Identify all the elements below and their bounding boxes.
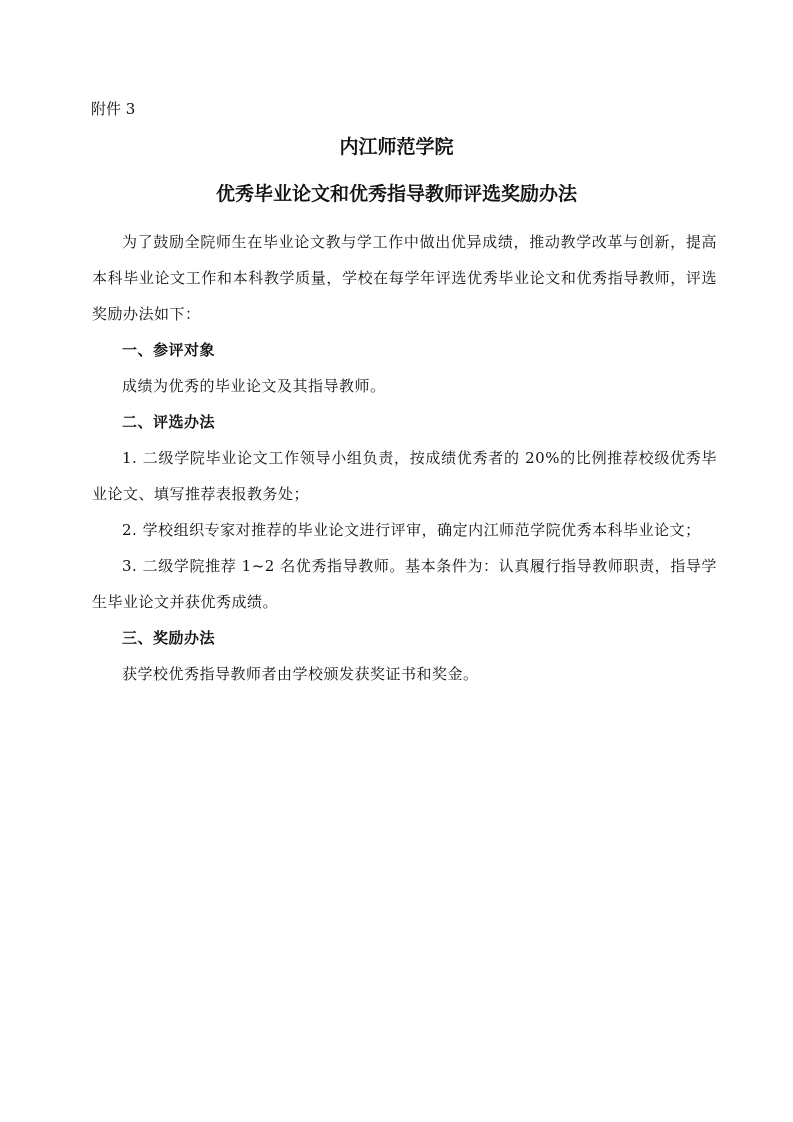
document-body — [92, 224, 717, 692]
selection-item-2: 2. 学校组织专家对推荐的毕业论文进行评审，确定内江师范学院优秀本科毕业论文； — [122, 521, 701, 539]
selection-item-3: 3. 二级学院推荐 1~2 名优秀指导教师。基本条件为：认真履行指导教师职责，指导学生毕业论文并获优秀成绩。 — [92, 557, 717, 611]
document-title: 优秀毕业论文和优秀指导教师评选奖励办法 — [215, 183, 577, 205]
attachment-label: 附件 3 — [91, 100, 136, 118]
rewards-paragraph: 获学校优秀指导教师者由学校颁发获奖证书和奖金。 — [122, 665, 479, 683]
section-heading-rewards: 三、奖励办法 — [122, 629, 216, 647]
intro-paragraph: 为了鼓励全院师生在毕业论文教与学工作中做出优异成绩，推动教学改革与创新，提高本科毕业论文工作和本科教学质量，学校在每学年评选优秀毕业论文和优秀指导教师，评选奖励办法如下： — [92, 233, 717, 323]
document-title-institution: 内江师范学院 — [339, 136, 454, 158]
selection-item-1: 1. 二级学院毕业论文工作领导小组负责，按成绩优秀者的 20%的比例推荐校级优秀毕业论文、填写推荐表报教务处； — [92, 449, 717, 503]
participants-paragraph: 成绩为优秀的毕业论文及其指导教师。 — [122, 377, 386, 395]
section-heading-selection-method: 二、评选办法 — [122, 413, 216, 431]
section-heading-participants: 一、参评对象 — [122, 341, 216, 359]
